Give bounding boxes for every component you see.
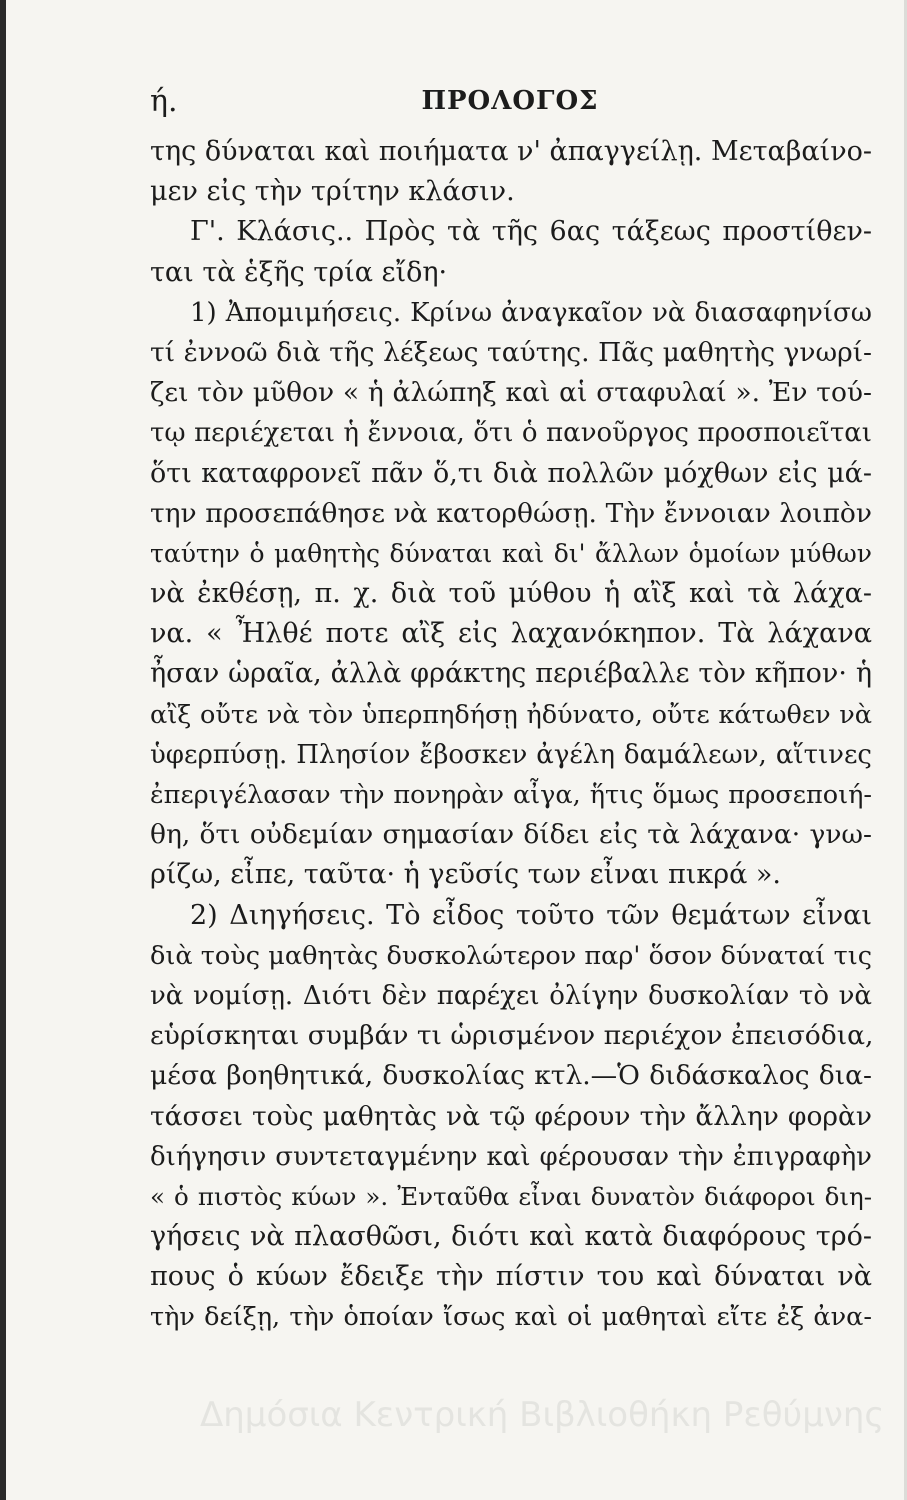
text-line: ὅτι καταφρονεῖ πᾶν ὅ,τι διὰ πολλῶν μόχθων εἰς μά- bbox=[150, 457, 872, 489]
text-line: πους ὁ κύων ἔδειξε τὴν πίστιν του καὶ δύναται νὰ bbox=[150, 1261, 872, 1293]
text-line: ἐπεριγέλασαν τὴν πονηρὰν αἶγα, ἥτις ὅμως προσεποιή- bbox=[150, 780, 872, 810]
text-line: νὰ ἐκθέσῃ, π. χ. διὰ τοῦ μύθου ἡ αἲξ καὶ τὰ λάχα- bbox=[150, 578, 872, 610]
list-item-line: 1) Ἀπομιμήσεις. Κρίνω ἀναγκαῖον νὰ διασαφηνίσω bbox=[190, 297, 872, 328]
text-line: αἲξ οὔτε νὰ τὸν ὑπερπηδήσῃ ἠδύνατο, οὔτε κάτωθεν νὰ bbox=[150, 699, 872, 730]
text-line: νὰ νομίσῃ. Διότι δὲν παρέχει ὀλίγην δυσκολίαν τὸ νὰ bbox=[150, 980, 872, 1011]
text-line: τί ἐννοῶ διὰ τῆς λέξεως ταύτης. Πᾶς μαθητὴς γνωρί- bbox=[150, 336, 872, 368]
text-line: τῳ περιέχεται ἡ ἔννοια, ὅτι ὁ πανοῦργος προσποιεῖται bbox=[150, 418, 872, 449]
text-line: της δύναται καὶ ποιήματα ν' ἀπαγγείλῃ. Μεταβαίνο- bbox=[150, 136, 872, 167]
section-heading-line: Γ'. Κλάσις.. Πρὸς τὰ τῆς 6ας τάξεως προστίθεν- bbox=[190, 216, 872, 248]
text-line: να. « Ἦλθέ ποτε αἲξ εἰς λαχανόκηπον. Τὰ λάχανα bbox=[150, 618, 872, 650]
body-text bbox=[150, 132, 872, 1338]
text-line: διὰ τοὺς μαθητὰς δυσκολώτερον παρ' ὅσον δύναταί τις bbox=[150, 940, 872, 971]
text-line: « ὁ πιστὸς κύων ». Ἐνταῦθα εἶναι δυνατὸν διάφοροι διη- bbox=[150, 1181, 872, 1211]
text-line: ταύτην ὁ μαθητὴς δύναται καὶ δι' ἄλλων ὁμοίων μύθων bbox=[150, 538, 872, 568]
text-line: ἦσαν ὡραῖα, ἀλλὰ φράκτης περιέβαλλε τὸν κῆπον· ἡ bbox=[150, 658, 872, 690]
library-watermark: Δημόσια Κεντρική Βιβλιοθήκη Ρεθύμνης bbox=[200, 1395, 885, 1435]
list-item-line: 2) Διηγήσεις. Τὸ εἶδος τοῦτο τῶν θεμάτων εἶναι bbox=[190, 899, 872, 931]
page-left-edge bbox=[0, 0, 6, 1500]
text-line: ρίζω, εἶπε, ταῦτα· ἡ γεῦσίς των εἶναι πικρά ». bbox=[150, 859, 782, 891]
text-line: εὑρίσκηται συμβάν τι ὡρισμένον περιέχον ἐπεισόδια, bbox=[150, 1020, 874, 1052]
text-line: τὴν δείξῃ, τὴν ὁποίαν ἴσως καὶ οἱ μαθηταὶ εἴτε ἐξ ἀνα- bbox=[150, 1302, 872, 1333]
text-line: θη, ὅτι οὐδεμίαν σημασίαν δίδει εἰς τὰ λάχανα· γνω- bbox=[150, 819, 872, 851]
text-line: μεν εἰς τὴν τρίτην κλάσιν. bbox=[150, 176, 515, 208]
page-number: ή. bbox=[150, 84, 178, 119]
text-line: ζει τὸν μῦθον « ἡ ἀλώπηξ καὶ αἱ σταφυλαί ». Ἐν τού- bbox=[150, 377, 872, 409]
text-line: την προσεπάθησε νὰ κατορθώσῃ. Τὴν ἔννοιαν λοιπὸν bbox=[150, 497, 872, 529]
text-line: τάσσει τοὺς μαθητὰς νὰ τῷ φέρουν τὴν ἄλλην φορὰν bbox=[150, 1100, 872, 1132]
text-line: μέσα βοηθητικά, δυσκολίας κτλ.—Ὁ διδάσκαλος δια- bbox=[150, 1060, 872, 1092]
text-line: διήγησιν συντεταγμένην καὶ φέρουσαν τὴν ἐπιγραφὴν bbox=[150, 1141, 872, 1172]
text-line: γήσεις νὰ πλασθῶσι, διότι καὶ κατὰ διαφόρους τρό- bbox=[150, 1221, 872, 1253]
text-line: ται τὰ ἑξῆς τρία εἴδη· bbox=[150, 256, 448, 288]
text-line: ὑφερπύσῃ. Πλησίον ἔβοσκεν ἀγέλη δαμάλεων, αἵτινες bbox=[150, 739, 872, 770]
running-head: ΠΡΟΛΟΓΟΣ bbox=[421, 86, 599, 116]
page-header bbox=[150, 84, 870, 124]
